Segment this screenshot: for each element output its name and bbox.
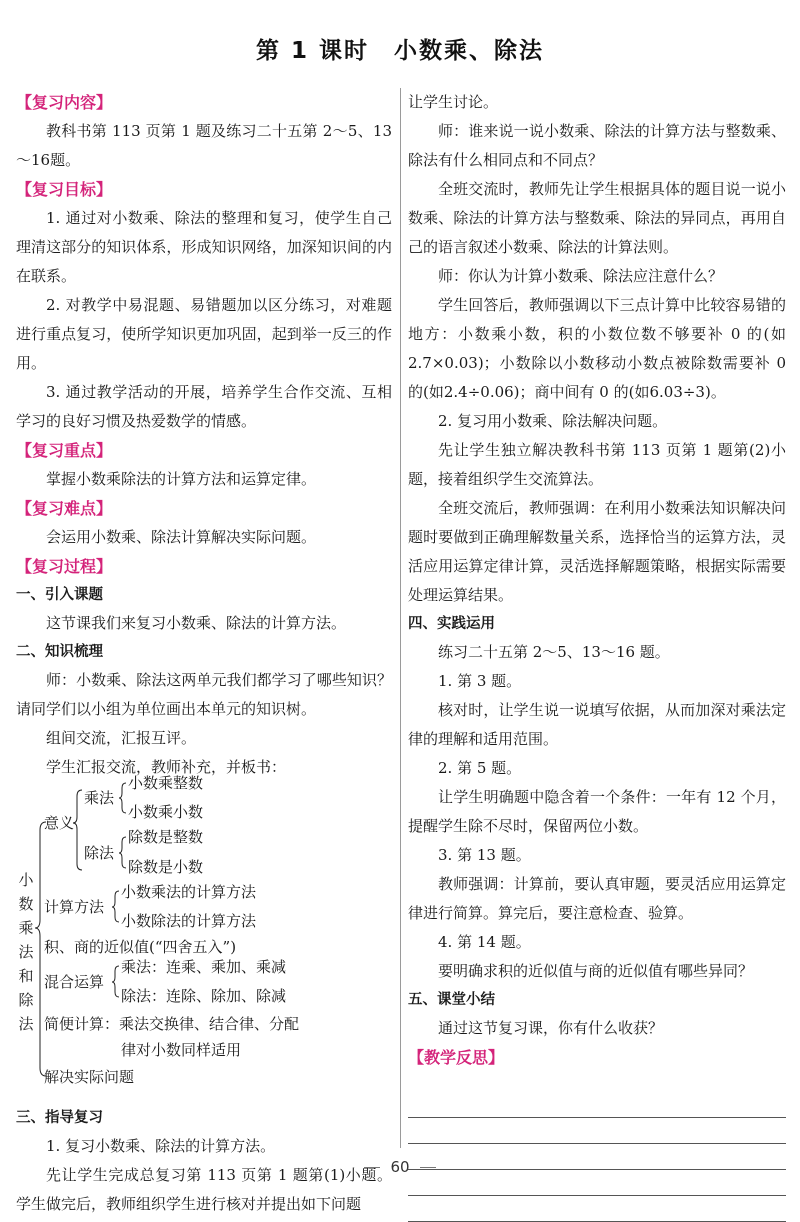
- tree-mixed-div: 除法：连除、除加、除减: [121, 987, 287, 1005]
- write-line[interactable]: [408, 1092, 786, 1118]
- write-line[interactable]: [408, 1196, 786, 1222]
- tree-mult: 乘法: [84, 789, 115, 807]
- tree-simple-2: 律对小数同样适用: [121, 1041, 242, 1059]
- step4-title: 四、实践运用: [408, 616, 495, 632]
- section-review-key: 【复习重点】: [16, 441, 113, 460]
- page-number-footer: [0, 1158, 800, 1176]
- tree-mixed-mult: 乘法：连乘、乘加、乘减: [121, 958, 287, 976]
- q5-label: 2. 第 5 题。: [438, 759, 522, 777]
- step1-text: 这节课我们来复习小数乘、除法的计算方法。: [46, 614, 347, 632]
- tree-mult-int: 小数乘整数: [128, 774, 204, 792]
- reflection-lines: [408, 1092, 786, 1222]
- tree-calc-div: 小数除法的计算方法: [121, 912, 257, 930]
- tree-solve: 解决实际问题: [44, 1068, 135, 1086]
- tree-root-char: 和: [18, 967, 34, 985]
- footer-dash-left: [364, 1167, 380, 1168]
- step3-title: 三、指导复习: [16, 1110, 103, 1126]
- step2-p2: 组间交流，汇报互评。: [46, 729, 197, 747]
- q13-text: 教师强调：计算前，要认真审题，要灵活应用运算定律进行简算。算完后，要注意检查、验算。: [408, 875, 786, 922]
- right-solve: 先让学生独立解决教科书第 113 页第 1 题第(2)小题，接着组织学生交流算法。: [408, 441, 786, 488]
- section-teaching-reflection: 【教学反思】: [408, 1048, 505, 1067]
- right-emphasis: 全班交流后，教师强调：在利用小数乘法知识解决问题时要做到正确理解数量关系，选择恰当的运算方法，灵活应用运算定律计算，灵活选择解题策略，根据实际需要处理运算结果。: [408, 499, 786, 604]
- tree-calc-mult: 小数乘法的计算方法: [121, 883, 257, 901]
- write-line[interactable]: [408, 1118, 786, 1144]
- tree-div-int: 除数是整数: [128, 828, 204, 846]
- tree-root-char: 数: [18, 895, 34, 913]
- tree-root-char: 法: [18, 943, 34, 961]
- q3-text: 核对时，让学生说一说填写依据，从而加深对乘法定律的理解和适用范围。: [408, 701, 786, 748]
- q5-text: 让学生明确题中隐含着一个条件：一年有 12 个月，提醒学生除不尽时，保留两位小数。: [408, 788, 786, 835]
- tree-root-char: 乘: [18, 919, 34, 937]
- content-text: 教科书第 113 页第 1 题及练习二十五第 2～5、13～16题。: [16, 122, 392, 169]
- step2-title: 二、知识梳理: [16, 644, 103, 660]
- goal-2: 2. 对教学中易混题、易错题加以区分练习，对难题进行重点复习，使所学知识更加巩固，起到举一反三的作用。: [16, 296, 392, 372]
- step3-p1: 1. 复习小数乘、除法的计算方法。: [46, 1137, 276, 1155]
- step5-title: 五、课堂小结: [408, 992, 495, 1008]
- goal-3: 3. 通过教学活动的开展，培养学生合作交流、互相学习的良好习惯及热爱数学的情感。: [16, 383, 392, 430]
- right-question-2: 师：你认为计算小数乘、除法应注意什么？: [438, 267, 724, 285]
- right-answer: 学生回答后，教师强调以下三点计算中比较容易错的地方：小数乘小数，积的小数位数不够要补 0 的(如 2.7×0.03)；小数除以小数移动小数点被除数需要补 0 的(如2.4÷0.06)；商中间有 0 的(如6.03÷3)。: [408, 296, 786, 401]
- right-column: [408, 88, 786, 1222]
- tree-div: 除法: [84, 844, 115, 862]
- goal-1: 1. 通过对小数乘、除法的整理和复习，使学生自己理清这部分的知识体系，形成知识网络，加深知识间的内在联系。: [16, 209, 392, 285]
- step2-p3: 学生汇报交流，教师补充，并板书：: [46, 758, 287, 776]
- tree-calc-method: 计算方法: [44, 898, 105, 916]
- section-review-difficult: 【复习难点】: [16, 499, 113, 518]
- step2-p1: 师：小数乘、除法这两单元我们都学习了哪些知识？请同学们以小组为单位画出本单元的知识树。: [16, 671, 392, 718]
- tree-root-char: 小: [18, 871, 34, 889]
- step1-title: 一、引入课题: [16, 587, 103, 603]
- column-divider: [400, 88, 401, 1148]
- tree-root-char: 除: [18, 991, 34, 1009]
- tree-approx: 积、商的近似值(“四舍五入”): [44, 938, 237, 956]
- tree-simple: 简便计算：乘法交换律、结合律、分配: [44, 1015, 300, 1033]
- step3-p2: 先让学生完成总复习第 113 页第 1 题第(1)小题。学生做完后，教师组织学生进行核对并提出如下问题: [16, 1166, 392, 1213]
- right-question-1: 师：谁来说一说小数乘、除法的计算方法与整数乘、除法有什么相同点和不同点？: [408, 122, 786, 169]
- right-exchange: 全班交流时，教师先让学生根据具体的题目说一说小数乘、除法的计算方法与整数乘、除法的异同点，再用自己的语言叙述小数乘、除法的计算法则。: [408, 180, 786, 256]
- q13-label: 3. 第 13 题。: [438, 846, 531, 864]
- q14-label: 4. 第 14 题。: [438, 933, 531, 951]
- difficult-text: 会运用小数乘、除法计算解决实际问题。: [46, 528, 317, 546]
- section-review-goals: 【复习目标】: [16, 180, 113, 199]
- right-continuation: 让学生讨论。: [408, 93, 499, 111]
- knowledge-tree: [16, 774, 392, 1104]
- tree-meaning: 意义: [44, 814, 75, 832]
- step5-text: 通过这节复习课，你有什么收获？: [438, 1019, 664, 1037]
- page-number: 60: [390, 1158, 410, 1176]
- footer-dash-right: [420, 1167, 436, 1168]
- q3-label: 1. 第 3 题。: [438, 672, 522, 690]
- step4-text: 练习二十五第 2～5、13～16 题。: [438, 643, 670, 661]
- q14-text: 要明确求积的近似值与商的近似值有哪些异同？: [438, 962, 754, 980]
- page-title: 第 1 课时 小数乘、除法: [255, 38, 545, 64]
- tree-mult-dec: 小数乘小数: [128, 803, 204, 821]
- tree-root-char: 法: [18, 1015, 34, 1033]
- key-text: 掌握小数乘除法的计算方法和运算定律。: [46, 470, 317, 488]
- left-column: [16, 88, 392, 1219]
- section-review-content: 【复习内容】: [16, 93, 113, 112]
- right-review-2: 2. 复习用小数乘、除法解决问题。: [438, 412, 668, 430]
- section-review-process: 【复习过程】: [16, 557, 113, 576]
- tree-div-dec: 除数是小数: [128, 858, 204, 876]
- tree-mixed: 混合运算: [44, 973, 105, 991]
